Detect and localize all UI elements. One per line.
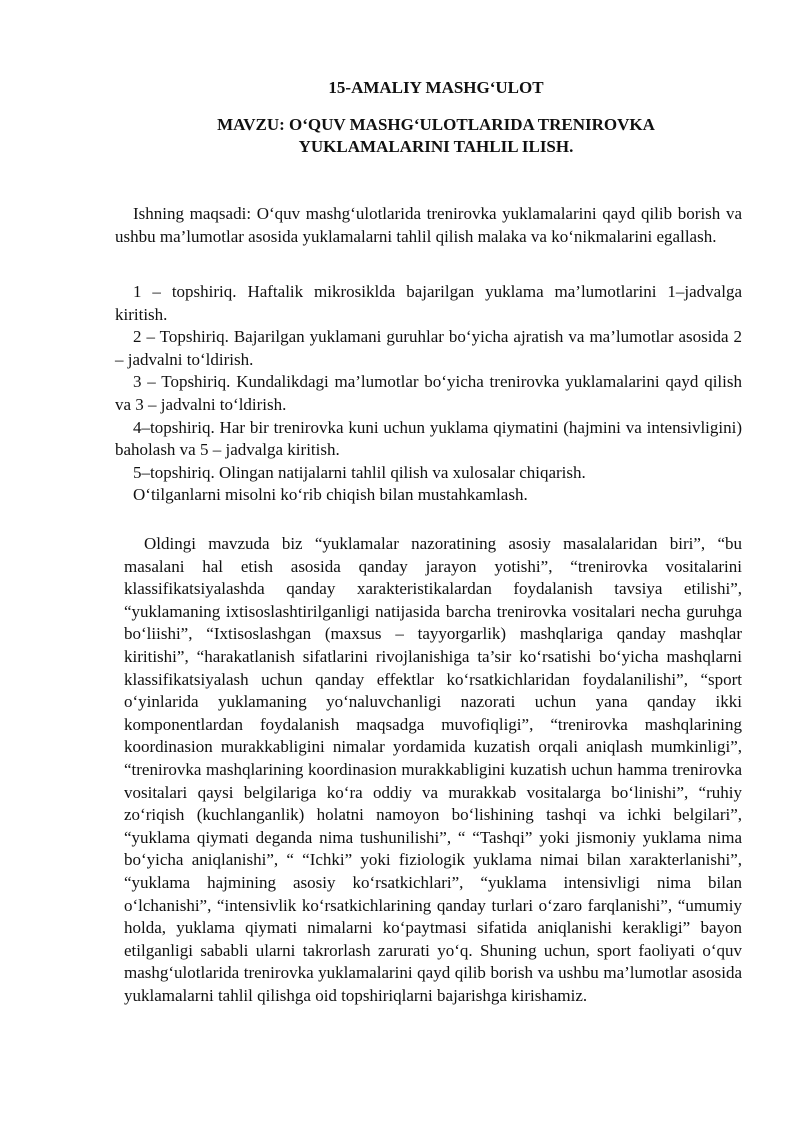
topic-heading [0, 114, 800, 158]
purpose-paragraph: Ishning maqsadi: O‘quv mashg‘ulotlarida trenirovka yuklamalarini qayd qilib borish va ushbu ma’lumotlar asosida yuklamalarni tahlil qilish malaka va ko‘nikmalarini egallash. [115, 204, 742, 246]
task-item: 5–topshiriq. Olingan natijalarni tahlil qilish va xulosalar chiqarish. [133, 462, 586, 482]
task-item: 2 – Topshiriq. Bajarilgan yuklamani guruhlar bo‘yicha ajratish va ma’lumotlar asosida 2 – jadvalni to‘ldirish. [115, 327, 742, 369]
task-item: O‘tilganlarni misolni ko‘rib chiqish bilan mustahkamlash. [133, 485, 528, 505]
topic-line-2: YUKLAMALARINI TAHLIL ILISH. [298, 137, 574, 156]
page-title: 15-AMALIY MASHG‘ULOT [328, 78, 544, 97]
task-list [115, 281, 742, 507]
main-paragraph: Oldingi mavzuda biz “yuklamalar nazoratining asosiy masalalaridan biri”, “bu masalani hal etish asosida qanday jarayon yotishi”, “trenirovka vositalarini klassifikatsiyalashda qanday xarakteristikalardan foydalanish tavsiya etilishi”, “yuklamaning ixtisoslashtirilganligi natijasida barcha trenirovka vositalari necha guruhga bo‘liishi”, “Ixtisoslashgan (maxsus – tayyorgarlik) mashqlariga qanday mashqlar kiritishi”, “harakatlanish sifatlarini rivojlanishiga ta’sir ko‘rsatishi bo‘yicha mashqlarni klassifikatsiyalash uchun qanday effektlar ko‘rsatkichlaridan foydalanilishi”, “sport o‘yinlarida yuklamaning yo‘naluvchanligi nazorati uchun yana qanday ikki komponentlardan foydalanish maqsadga muvofiqligi”, “trenirovka mashqlarining koordinasion murakkabligini nimalar yordamida kuzatish orqali aniqlash mumkinligi”, “trenirovka mashqlarining koordinasion murakkabligini kuzatish uchun hamma trenirovka vositalari qaysi belgilariga ko‘ra oddiy va murakkab vositalarga bo‘linishi”, “ruhiy zo‘riqish (kuchlanganlik) holatni namoyon bo‘lishining tashqi va ichki belgilari”, “yuklama qiymati deganda nima tushunilishi”, “ “Tashqi” yoki jismoniy yuklama nima bo‘yicha aniqlanishi”, “ “Ichki” yoki fiziologik yuklama nimai bilan xarakterlanishi”, “yuklama hajmining asosiy ko‘rsatkichlari”, “yuklama intensivligi nima bilan o‘lchanishi”, “intensivlik ko‘rsatkichlarining qanday turlari o‘zaro farqlanishi”, “umumiy holda, yuklama qiymati nimalarni ko‘paytmasi sifatida aniqlanishi kerakligi” bayon etilganligi sababli ularni takrorlash zarurati yo‘q. Shuning uchun, sport faoliyati o‘quv mashg‘ulotlarida trenirovka yuklamalarini qayd qilib borish va ushbu ma’lumotlar asosida yuklamalarni tahlil qilishga oid topshiriqlarni bajarishga kirishamiz. [124, 534, 742, 1005]
task-item: 3 – Topshiriq. Kundalikdagi ma’lumotlar bo‘yicha trenirovka yuklamalarini qayd qilish va 3 – jadvalni to‘ldirish. [115, 372, 742, 414]
task-item: 4–topshiriq. Har bir trenirovka kuni uchun yuklama qiymatini (hajmini va intensivligini) baholash va 5 – jadvalga kiritish. [115, 417, 742, 460]
task-item: 1 – topshiriq. Haftalik mikrosiklda bajarilgan yuklama ma’lumotlarini 1–jadvalga kiritish. [115, 282, 742, 324]
topic-line-1: MAVZU: O‘QUV MASHG‘ULOTLARIDA TRENIROVKA [217, 115, 655, 134]
